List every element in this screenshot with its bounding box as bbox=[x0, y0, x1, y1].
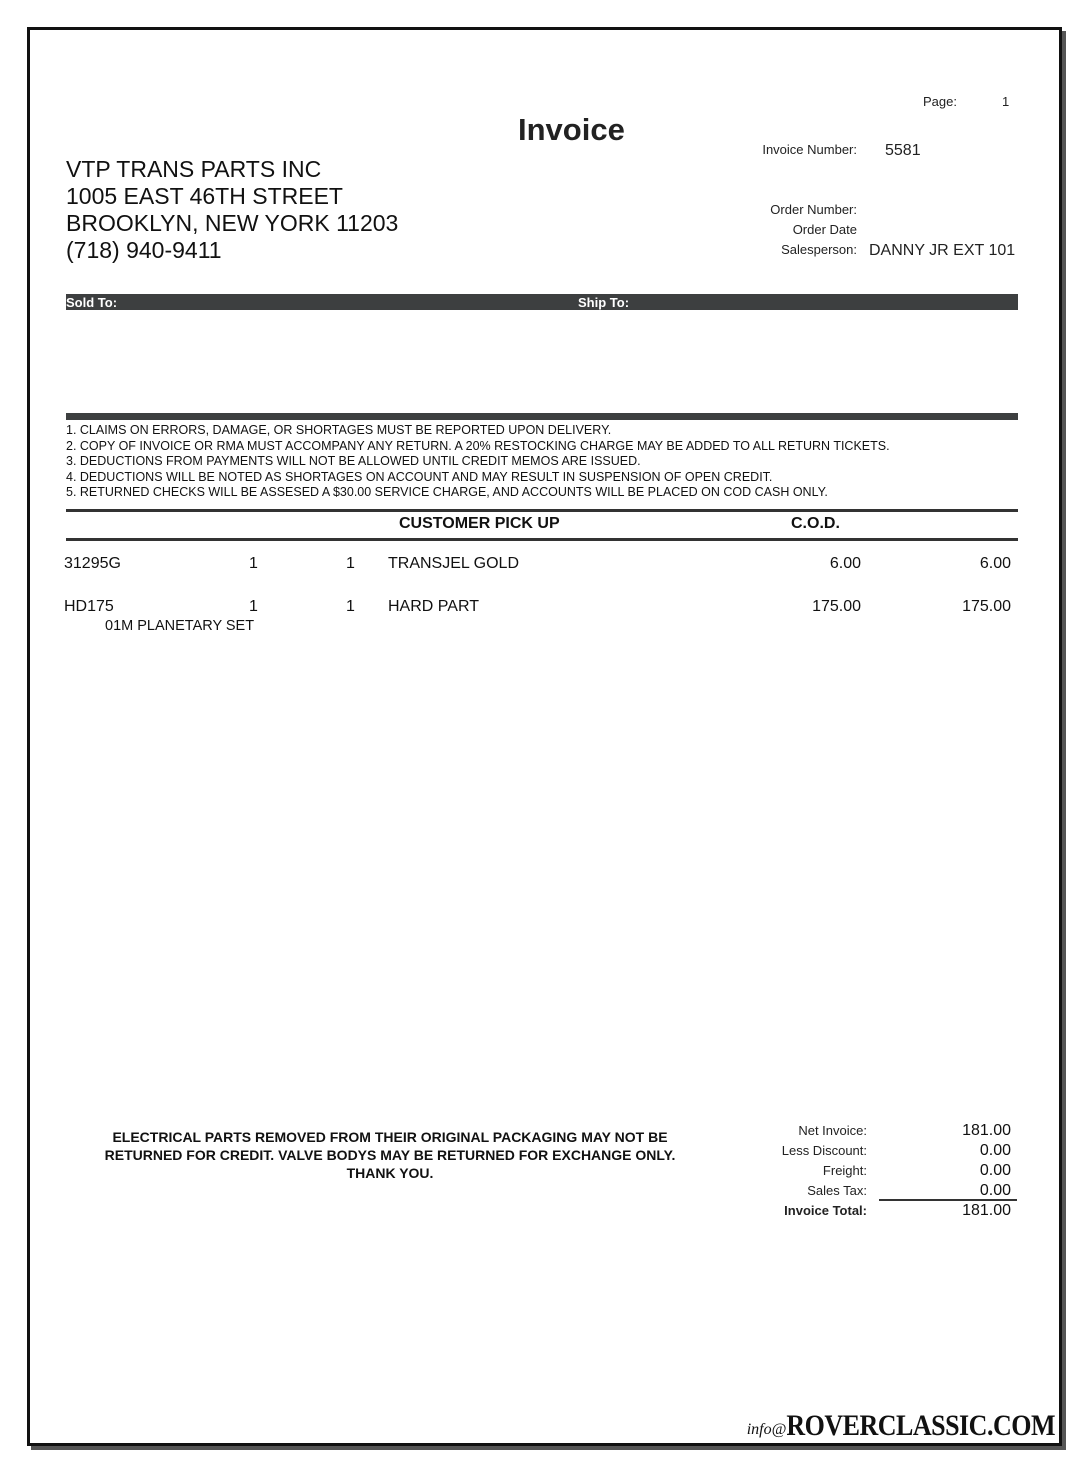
return-policy-notice bbox=[70, 1128, 710, 1182]
item-part-number: 31295G bbox=[64, 555, 121, 572]
sales-tax-label: Sales Tax: bbox=[807, 1183, 867, 1198]
claims-list bbox=[66, 423, 890, 501]
item-qty-ordered: 1 bbox=[249, 598, 258, 615]
item-qty-shipped: 1 bbox=[346, 555, 355, 572]
order-bottom-rule bbox=[66, 538, 1018, 541]
freight-label: Freight: bbox=[822, 1163, 867, 1178]
invoice-title: Invoice bbox=[518, 112, 625, 147]
order-top-rule bbox=[66, 509, 1018, 512]
item-price: 6.00 bbox=[829, 555, 861, 572]
item-amount: 175.00 bbox=[962, 598, 1011, 615]
company-street: 1005 EAST 46TH STREET bbox=[66, 183, 343, 209]
item-amount: 6.00 bbox=[979, 555, 1011, 572]
company-block bbox=[66, 156, 398, 264]
salesperson: DANNY JR EXT 101 bbox=[869, 242, 1016, 259]
claim-item: 5. RETURNED CHECKS WILL BE ASSESED A $30.00 SERVICE CHARGE, AND ACCOUNTS WILL BE PLACED ON COD CASH ONLY. bbox=[66, 485, 828, 499]
invoice-total: 181.00 bbox=[962, 1202, 1011, 1219]
ship-method: CUSTOMER PICK UP bbox=[399, 515, 560, 532]
page-label: Page: bbox=[923, 94, 957, 109]
item-description: TRANSJEL GOLD bbox=[388, 555, 519, 572]
item-part-number: HD175 bbox=[64, 598, 114, 615]
page-number: 1 bbox=[1002, 94, 1010, 109]
notice-line: ELECTRICAL PARTS REMOVED FROM THEIR ORIGINAL PACKAGING MAY NOT BE bbox=[112, 1129, 668, 1145]
claim-item: 1. CLAIMS ON ERRORS, DAMAGE, OR SHORTAGES MUST BE REPORTED UPON DELIVERY. bbox=[66, 423, 612, 437]
invoice-number-label: Invoice Number: bbox=[762, 142, 857, 157]
order-date-label: Order Date bbox=[792, 222, 857, 237]
sold-to-label: Sold To: bbox=[66, 295, 118, 310]
notice-line: RETURNED FOR CREDIT. VALVE BODYS MAY BE RETURNED FOR EXCHANGE ONLY. bbox=[104, 1147, 676, 1163]
invoice-number: 5581 bbox=[885, 142, 921, 159]
item-qty-ordered: 1 bbox=[249, 555, 258, 572]
net-invoice-label: Net Invoice: bbox=[798, 1123, 867, 1138]
claim-item: 3. DEDUCTIONS FROM PAYMENTS WILL NOT BE ALLOWED UNTIL CREDIT MEMOS ARE ISSUED. bbox=[66, 454, 641, 468]
payment-terms: C.O.D. bbox=[791, 515, 840, 532]
less-discount: 0.00 bbox=[979, 1142, 1011, 1159]
item-description: HARD PART bbox=[388, 598, 479, 615]
claim-item: 2. COPY OF INVOICE OR RMA MUST ACCOMPANY ANY RETURN. A 20% RESTOCKING CHARGE MAY BE ADDED TO ALL RETURN TICKETS. bbox=[66, 438, 890, 453]
invoice-total-label: Invoice Total: bbox=[784, 1203, 867, 1218]
watermark bbox=[746, 1408, 1055, 1443]
invoice-page bbox=[27, 27, 1062, 1446]
claims-divider-bar bbox=[66, 413, 1018, 420]
freight: 0.00 bbox=[979, 1162, 1011, 1179]
company-name: VTP TRANS PARTS INC bbox=[66, 156, 322, 182]
salesperson-label: Salesperson: bbox=[781, 242, 857, 257]
address-header-bar bbox=[66, 294, 1018, 310]
net-invoice: 181.00 bbox=[962, 1122, 1011, 1139]
claim-item: 4. DEDUCTIONS WILL BE NOTED AS SHORTAGES ON ACCOUNT AND MAY RESULT IN SUSPENSION OF OPEN CREDIT. bbox=[66, 469, 773, 484]
item-subdescription: 01M PLANETARY SET bbox=[105, 618, 255, 634]
totals-underline bbox=[879, 1199, 1017, 1201]
company-phone: (718) 940-9411 bbox=[66, 237, 222, 263]
notice-line: THANK YOU. bbox=[346, 1165, 434, 1181]
ship-to-label: Ship To: bbox=[578, 295, 630, 310]
sales-tax: 0.00 bbox=[979, 1182, 1011, 1199]
less-discount-label: Less Discount: bbox=[781, 1143, 867, 1158]
watermark-brand: ROVERCLASSIC.COM bbox=[786, 1408, 1055, 1443]
order-number-label: Order Number: bbox=[770, 202, 857, 217]
item-price: 175.00 bbox=[812, 598, 861, 615]
item-qty-shipped: 1 bbox=[346, 598, 355, 615]
watermark-prefix: info@ bbox=[746, 1421, 787, 1438]
company-city: BROOKLYN, NEW YORK 11203 bbox=[66, 210, 399, 236]
